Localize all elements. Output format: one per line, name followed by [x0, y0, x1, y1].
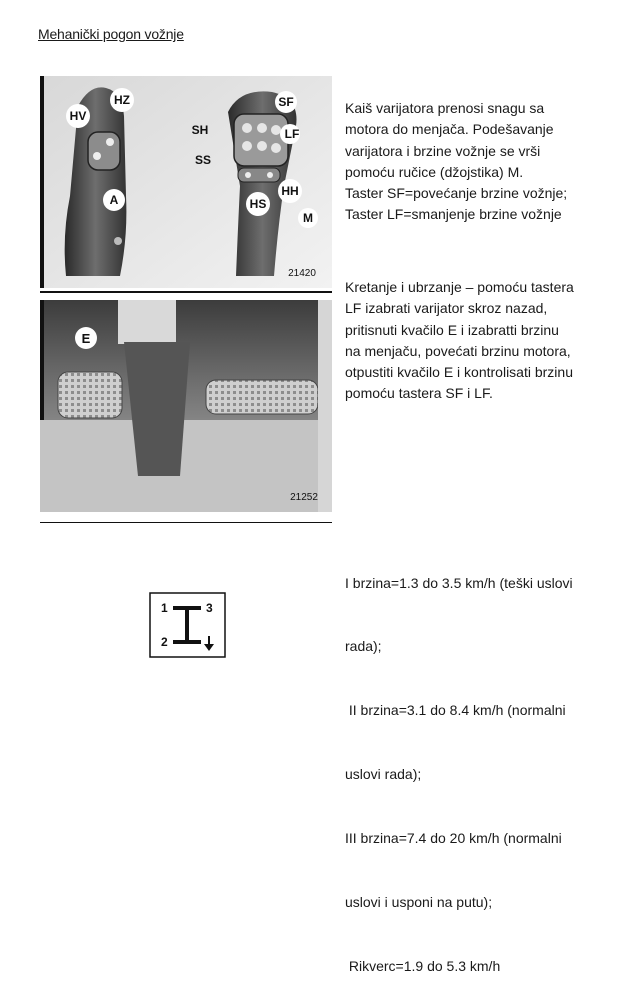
text-line: uslovi i usponi na putu);: [345, 894, 493, 911]
text-line: LF izabrati varijator skroz nazad,: [345, 300, 548, 317]
text-line: pomoću ručice (džojstika) M.: [345, 163, 524, 180]
divider: [40, 291, 332, 293]
text-line: varijatora i brzine vožnje se vrši: [345, 142, 541, 159]
text-line: uslovi rada);: [345, 766, 422, 783]
text-line: pritisnuti kvačilo E i izabratti brzinu: [345, 321, 559, 338]
text-line: Kaiš varijatora prenosi snagu sa: [345, 100, 545, 116]
section-heading: Mehanički pogon vožnje: [38, 26, 184, 42]
text-line: motora do menjača. Podešavanje: [345, 121, 554, 138]
figure-code-top: 21420: [288, 268, 316, 279]
label-hh: HH: [281, 184, 299, 198]
label-hz: HZ: [114, 93, 130, 107]
label-a: A: [109, 193, 119, 207]
label-sh: SH: [191, 123, 209, 137]
gear-label-2: 2: [161, 635, 168, 649]
joystick-photo: [40, 76, 332, 288]
text-line: Rikverc=1.9 do 5.3 km/h: [345, 957, 501, 974]
pedals-photo: [40, 300, 332, 512]
label-hs: HS: [249, 197, 267, 211]
speed-list: [345, 530, 635, 999]
label-sf: SF: [278, 95, 294, 109]
label-ss: SS: [194, 153, 212, 167]
label-lf: LF: [284, 127, 300, 141]
figure-code-bottom: 21252: [290, 492, 318, 503]
text-line: Kretanje i ubrzanje – pomoću tastera: [345, 279, 574, 295]
text-line: II brzina=3.1 do 8.4 km/h (normalni: [345, 702, 566, 719]
gear-pattern-icon: [149, 592, 226, 658]
intro-paragraph: [345, 98, 635, 226]
text-line: Taster SF=povećanje brzine vožnje;: [345, 185, 568, 202]
label-hv: HV: [69, 109, 87, 123]
text-line: pomoću tastera SF i LF.: [345, 385, 493, 402]
label-e: E: [81, 331, 91, 346]
label-m: M: [303, 211, 313, 225]
divider: [40, 522, 332, 523]
text-line: Taster LF=smanjenje brzine vožnje: [345, 206, 562, 223]
text-line: rada);: [345, 638, 382, 655]
text-line: I brzina=1.3 do 3.5 km/h (teški uslovi: [345, 574, 573, 591]
gear-label-3: 3: [206, 601, 213, 615]
start-paragraph: [345, 277, 635, 405]
text-line: na menjaču, povećati brzinu motora,: [345, 342, 571, 359]
text-line: III brzina=7.4 do 20 km/h (normalni: [345, 830, 562, 847]
text-line: otpustiti kvačilo E i kontrolisati brzinu: [345, 364, 573, 381]
gear-label-1: 1: [161, 601, 168, 615]
